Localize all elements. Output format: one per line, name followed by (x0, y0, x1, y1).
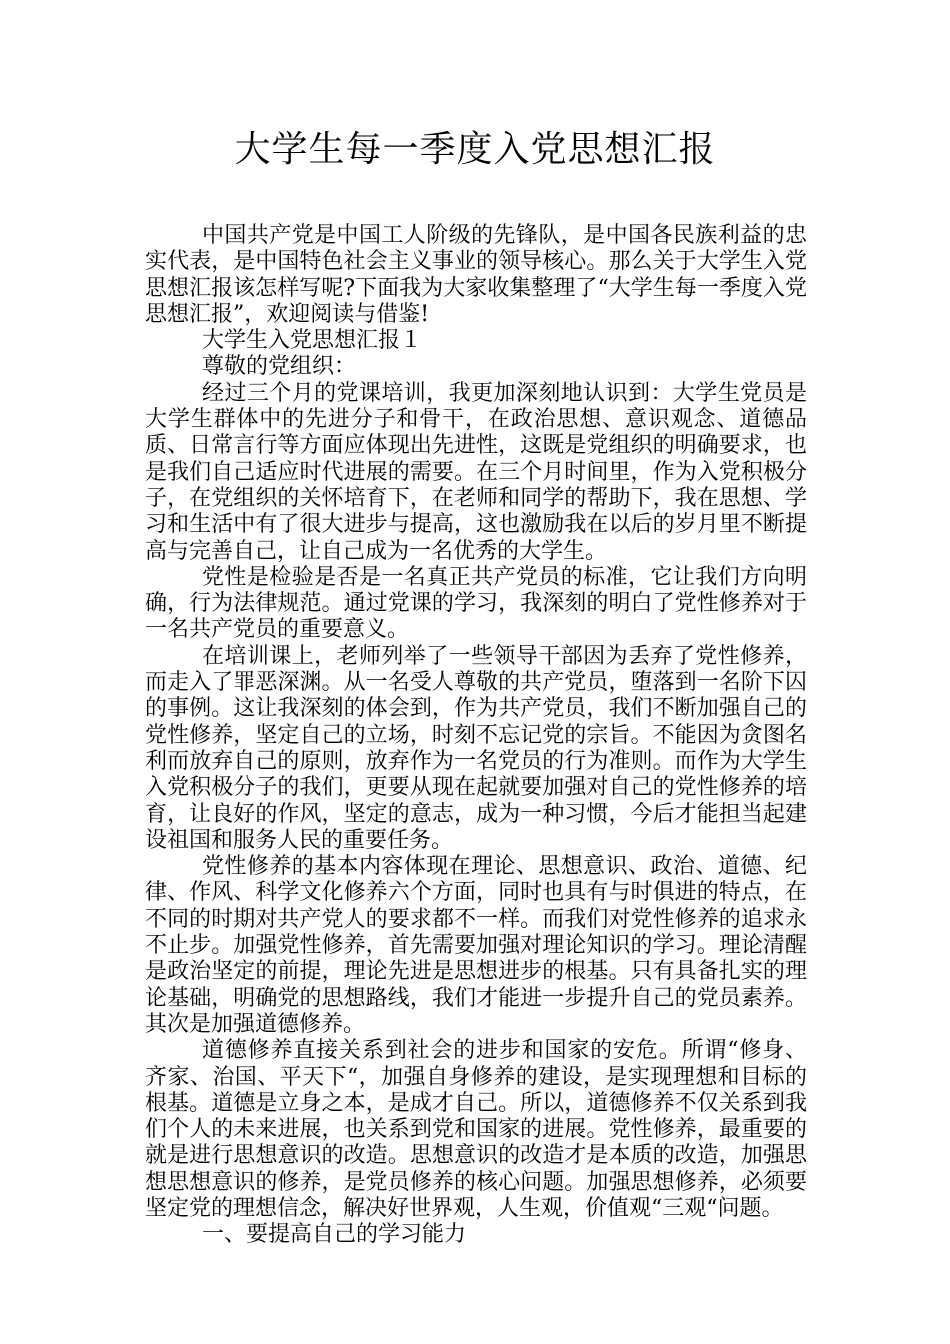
paragraph-intro: 中国共产党是中国工人阶级的先锋队，是中国各民族利益的忠实代表，是中国特色社会主义事业的领导核心。那么关于大学生入党思想汇报该怎样写呢?下面我为大家收集整理了“大学生每一季度入党思想汇报”，欢迎阅读与借鉴! (145, 223, 807, 327)
document-title: 大学生每一季度入党思想汇报 (234, 129, 716, 170)
paragraph-party-spirit: 党性是检验是否是一名真正共产党员的标准，它让我们方向明确，行为法律规范。通过党课的学习，我深刻的明白了党性修养对于一名共产党员的重要意义。 (145, 564, 807, 643)
paragraph-cultivation-content: 党性修养的基本内容体现在理论、思想意识、政治、道德、纪律、作风、科学文化修养六个方面，同时也具有与时俱进的特点，在不同的时期对共产党人的要求都不一样。而我们对党性修养的追求永不止步。加强党性修养，首先需要加强对理论知识的学习。理论清醒是政治坚定的前提，理论先进是思想进步的根基。只有具备扎实的理论基础，明确党的思想路线，我们才能进一步提升自己的党员素养。其次是加强道德修养。 (145, 854, 807, 1037)
paragraph-heading-report-1: 大学生入党思想汇报１ (202, 328, 423, 354)
paragraph-training: 经过三个月的党课培训，我更加深刻地认识到：大学生党员是大学生群体中的先进分子和骨干，在政治思想、意识观念、道德品质、日常言行等方面应体现出先进性，这既是党组织的明确要求，也是我们自己适应时代进展的需要。在三个月时间里，作为入党积极分子，在党组织的关怀培育下，在老师和同学的帮助下，我在思想、学习和生活中有了很大进步与提高，这也激励我在以后的岁月里不断提高与完善自己，让自己成为一名优秀的大学生。 (145, 380, 807, 564)
paragraph-section-1-heading: 一、要提高自己的学习能力 (202, 1222, 467, 1248)
paragraph-moral-cultivation: 道德修养直接关系到社会的进步和国家的安危。所谓“修身、齐家、治国、平天下“，加强自身修养的建设，是实现理想和目标的根基。道德是立身之本，是成才自己。所以，道德修养不仅关系到我们个人的未来进展，也关系到党和国家的进展。党性修养，最重要的就是进行思想意识的改造。思想意识的改造才是本质的改造，加强思想思想意识的修养，是党员修养的核心问题。加强思想修养，必须要坚定党的理想信念，解决好世界观，人生观，价值观“三观“问题。 (145, 1038, 807, 1221)
paragraph-training-class: 在培训课上，老师列举了一些领导干部因为丢弃了党性修养，而走入了罪恶深渊。从一名受人尊敬的共产党员，堕落到一名阶下囚的事例。这让我深刻的体会到，作为共产党员，我们不断加强自己的党性修养，坚定自己的立场，时刻不忘记党的宗旨。不能因为贪图名利而放弃自己的原则，放弃作为一名党员的行为准则。而作为大学生入党积极分子的我们，更要从现在起就要加强对自己的党性修养的培育，让良好的作风，坚定的意志，成为一种习惯，今后才能担当起建设祖国和服务人民的重要任务。 (145, 643, 807, 853)
document-body (145, 223, 807, 1249)
paragraph-salutation: 尊敬的党组织： (202, 354, 357, 380)
